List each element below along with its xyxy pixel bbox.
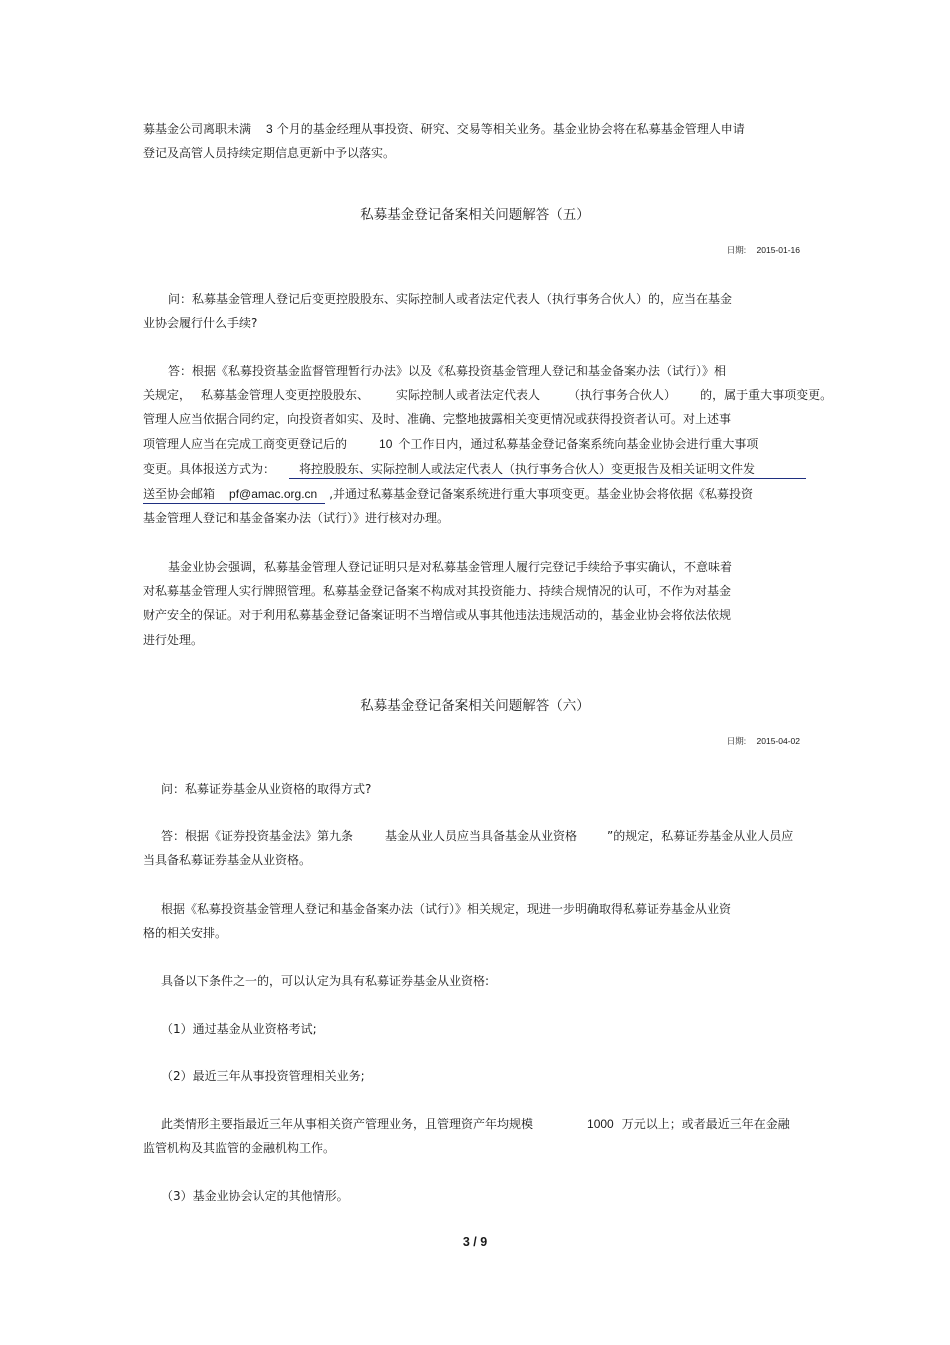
text-segment: 个月的基金经理从事投资、研究、交易等相关业务。基金业协会将在私募基金管理人申请 bbox=[276, 122, 745, 136]
text-segment: 变更。具体报送方式为： bbox=[143, 462, 276, 476]
link-underline bbox=[289, 478, 806, 479]
notice-line-2: 对私募基金管理人实行牌照管理。私募基金登记备案不构成对其投资能力、持续合规情况的认可，不作为对基金 bbox=[143, 584, 732, 598]
body-line-1: 根据《私募投资基金管理人登记和基金备案办法（试行）》相关规定，现进一步明确取得私募证券基金从业资 bbox=[161, 902, 732, 916]
page-number: 3 / 9 bbox=[462, 1235, 488, 1249]
list-item: （1）通过基金从业资格考试; bbox=[161, 1022, 317, 1036]
answer-line-4 bbox=[143, 436, 758, 452]
question-line: 问：私募证券基金从业资格的取得方式? bbox=[161, 782, 372, 796]
number: 10 bbox=[379, 437, 393, 451]
question-line-1: 问：私募基金管理人登记后变更控股股东、实际控制人或者法定代表人（执行事务合伙人）的，应当在基金 bbox=[168, 292, 733, 306]
date-label: 日期: bbox=[726, 736, 747, 746]
answer-line-1: 答：根据《私募投资基金监督管理暂行办法》以及《私募投资基金管理人登记和基金备案办法（试行）》相 bbox=[168, 364, 727, 378]
text-segment: 万元以上；或者最近三年在金融 bbox=[621, 1117, 790, 1131]
date-value: 2015-04-02 bbox=[756, 736, 800, 746]
text-segment: 此类情形主要指最近三年从事相关资产管理业务，且管理资产年均规模 bbox=[161, 1117, 534, 1131]
notice-line-1: 基金业协会强调，私募基金管理人登记证明只是对私募基金管理人履行完登记手续给予事实确认，不意味着 bbox=[168, 560, 733, 574]
email-link[interactable]: pf@amac.org.cn bbox=[229, 487, 318, 501]
detail-line-1 bbox=[161, 1116, 790, 1132]
date-label: 日期: bbox=[726, 245, 747, 255]
detail-line-2: 监管机构及其监管的金融机构工作。 bbox=[143, 1141, 336, 1155]
date-line bbox=[727, 735, 800, 747]
text-segment: 实际控制人或者法定代表人 bbox=[396, 388, 541, 402]
text-segment: 关规定， bbox=[143, 388, 192, 402]
text-segment: ,并通过私募基金登记备案系统进行重大事项变更。基金业协会将依据《私募投资 bbox=[329, 487, 754, 501]
text-segment: 基金从业人员应当具备基金从业资格 bbox=[385, 829, 578, 843]
text-segment: 私募基金管理人变更控股股东、 bbox=[201, 388, 370, 402]
answer-line-2 bbox=[143, 387, 832, 403]
question-line-2: 业协会履行什么手续? bbox=[143, 316, 258, 330]
text-segment: 个工作日内，通过私募基金登记备案系统向基金业协会进行重大事项 bbox=[398, 437, 759, 451]
body-line-2: 格的相关安排。 bbox=[143, 926, 228, 940]
answer-line-7: 基金管理人登记和基金备案办法（试行）》进行核对办理。 bbox=[143, 511, 450, 525]
text-segment: 答：根据《证券投资基金法》第九条 bbox=[161, 829, 354, 843]
text-segment: 项管理人应当在完成工商变更登记后的 bbox=[143, 437, 348, 451]
text-segment: 的，属于重大事项变更。 bbox=[700, 388, 833, 402]
answer-line-5 bbox=[143, 461, 755, 477]
intro-line-1 bbox=[143, 121, 745, 137]
answer-line-3: 管理人应当依据合同约定，向投资者如实、及时、准确、完整地披露相关变更情况或获得投资者认可。对上述事 bbox=[143, 412, 732, 426]
date-value: 2015-01-16 bbox=[756, 245, 800, 255]
notice-line-4: 进行处理。 bbox=[143, 633, 204, 647]
email-link-prefix[interactable]: 送至协会邮箱 bbox=[143, 487, 216, 501]
section-title: 私募基金登记备案相关问题解答（六） bbox=[360, 698, 590, 714]
answer-line-6 bbox=[143, 486, 753, 502]
conditions-intro: 具备以下条件之一的，可以认定为具有私募证券基金从业资格: bbox=[161, 974, 490, 988]
list-item: （3）基金业协会认定的其他情形。 bbox=[161, 1189, 349, 1203]
email-underline bbox=[143, 503, 325, 504]
list-item: （2）最近三年从事投资管理相关业务; bbox=[161, 1069, 365, 1083]
submission-instructions-link[interactable]: 将控股股东、实际控制人或法定代表人（执行事务合伙人）变更报告及相关证明文件发 bbox=[299, 462, 756, 476]
text-segment: ”的规定，私募证券基金从业人员应 bbox=[607, 829, 794, 843]
number: 1000 bbox=[587, 1117, 614, 1131]
number: 3 bbox=[266, 122, 273, 136]
section-title: 私募基金登记备案相关问题解答（五） bbox=[360, 207, 590, 223]
answer-line-2: 当具备私募证券基金从业资格。 bbox=[143, 853, 312, 867]
text-segment: 募基金公司离职未满 bbox=[143, 122, 252, 136]
answer-line-1 bbox=[161, 828, 793, 844]
notice-line-3: 财产安全的保证。对于利用私募基金登记备案证明不当增信或从事其他违法违规活动的，基金业协会将依法依规 bbox=[143, 608, 732, 622]
date-line bbox=[727, 244, 800, 256]
text-segment: （执行事务合伙人） bbox=[568, 388, 677, 402]
intro-line-2: 登记及高管人员持续定期信息更新中予以落实。 bbox=[143, 146, 396, 160]
